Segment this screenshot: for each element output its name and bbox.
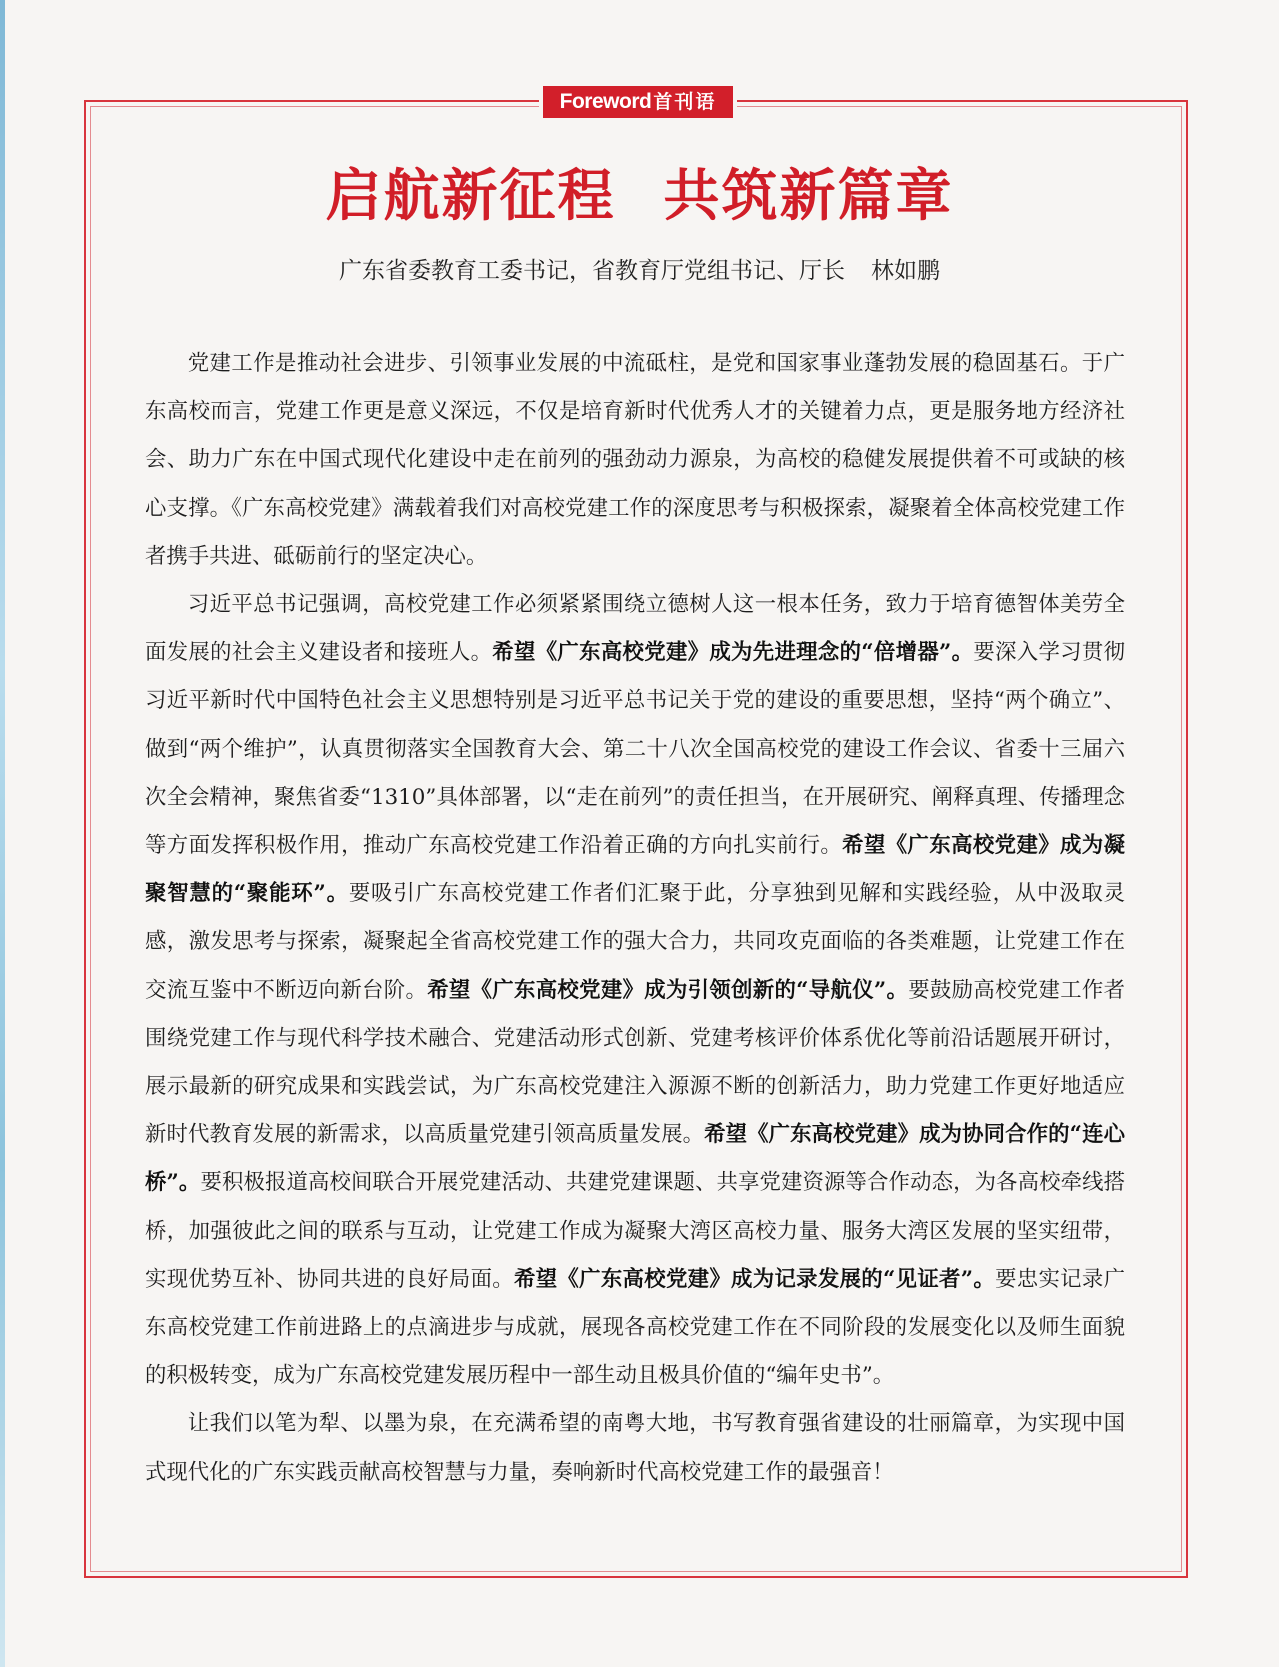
p2-text-5: 要积极报道高校间联合开展党建活动、共建党建课题、共享党建资源等合作动态，为各高校牵线搭桥，加强彼此之间的联系与互动，让党建工作成为凝聚大湾区高校力量、服务大湾区发展的坚实纽带，实现优势互补、协同共进的良好局面。 — [145, 1170, 1125, 1292]
p2-text-2: 要深入学习贯彻习近平新时代中国特色社会主义思想特别是习近平总书记关于党的建设的重要思想，坚持“两个确立”、做到“两个维护”，认真贯彻落实全国教育大会、第二十八次全国高校党的建设工作会议、省委十三届六次全会精神，聚焦省委“1310”具体部署，以“走在前列”的责任担当，在开展研究、阐释真理、传播理念等方面发挥积极作用，推动广东高校党建工作沿着正确的方向扎实前行。 — [145, 640, 1125, 859]
p2-highlight-2: 希望《广东高校党建》成为凝聚智慧的“聚能环”。 — [145, 833, 1125, 907]
paragraph-2 — [145, 581, 1125, 1400]
title-part-2: 共筑新篇章 — [663, 163, 954, 229]
p2-text-3: 要吸引广东高校党建工作者们汇聚于此，分享独到见解和实践经验，从中汲取灵感，激发思考与探索，凝聚起全省高校党建工作的强大合力，共同攻克面临的各类难题，让党建工作在交流互鉴中不断迈向新台阶。 — [145, 881, 1125, 1003]
p2-highlight-1: 希望《广东高校党建》成为先进理念的“倍增器”。 — [492, 640, 974, 666]
p2-text-6: 要忠实记录广东高校党建工作前进路上的点滴进步与成就，展现各高校党建工作在不同阶段的发展变化以及师生面貌的积极转变，成为广东高校党建发展历程中一部生动且极具价值的“编年史书”。 — [145, 1266, 1125, 1389]
title-part-1: 启航新征程 — [325, 163, 616, 229]
page-edge-strip — [0, 0, 5, 1667]
author-name: 林如鹏 — [871, 258, 940, 284]
paragraph-1: 党建工作是推动社会进步、引领事业发展的中流砥柱，是党和国家事业蓬勃发展的稳固基石。于广东高校而言，党建工作更是意义深远，不仅是培育新时代优秀人才的关键着力点，更是服务地方经济社会、助力广东在中国式现代化建设中走在前列的强劲动力源泉，为高校的稳健发展提供着不可或缺的核心支撑。《广东高校党建》满载着我们对高校党建工作的深度思考与积极探索，凝聚着全体高校党建工作者携手共进、砥砺前行的坚定决心。 — [145, 351, 1125, 569]
foreword-tab-cn: 首刊语 — [653, 92, 717, 113]
author-byline — [0, 252, 1279, 285]
foreword-tab — [543, 86, 733, 118]
p2-text-1: 习近平总书记强调，高校党建工作必须紧紧围绕立德树人这一根本任务，致力于培育德智体美劳全面发展的社会主义建设者和接班人。 — [145, 592, 1125, 666]
author-role: 广东省委教育工委书记，省教育厅党组书记、厅长 — [339, 258, 845, 284]
article-title — [0, 152, 1279, 232]
article-body — [145, 340, 1125, 1497]
foreword-tab-en: Foreword — [559, 90, 652, 113]
p2-highlight-3: 希望《广东高校党建》成为引领创新的“导航仪”。 — [427, 977, 909, 1003]
paragraph-3: 让我们以笔为犁、以墨为泉，在充满希望的南粤大地，书写教育强省建设的壮丽篇章，为实现中国式现代化的广东实践贡献高校智慧与力量，奏响新时代高校党建工作的最强音！ — [145, 1411, 1125, 1485]
p2-highlight-4: 希望《广东高校党建》成为协同合作的“连心桥”。 — [145, 1122, 1125, 1196]
p2-highlight-5: 希望《广东高校党建》成为记录发展的“见证者”。 — [514, 1266, 996, 1292]
p2-text-4: 要鼓励高校党建工作者围绕党建工作与现代科学技术融合、党建活动形式创新、党建考核评价体系优化等前沿话题展开研讨，展示最新的研究成果和实践尝试，为广东高校党建注入源源不断的创新活力，助力党建工作更好地适应新时代教育发展的新需求，以高质量党建引领高质量发展。 — [145, 977, 1125, 1148]
